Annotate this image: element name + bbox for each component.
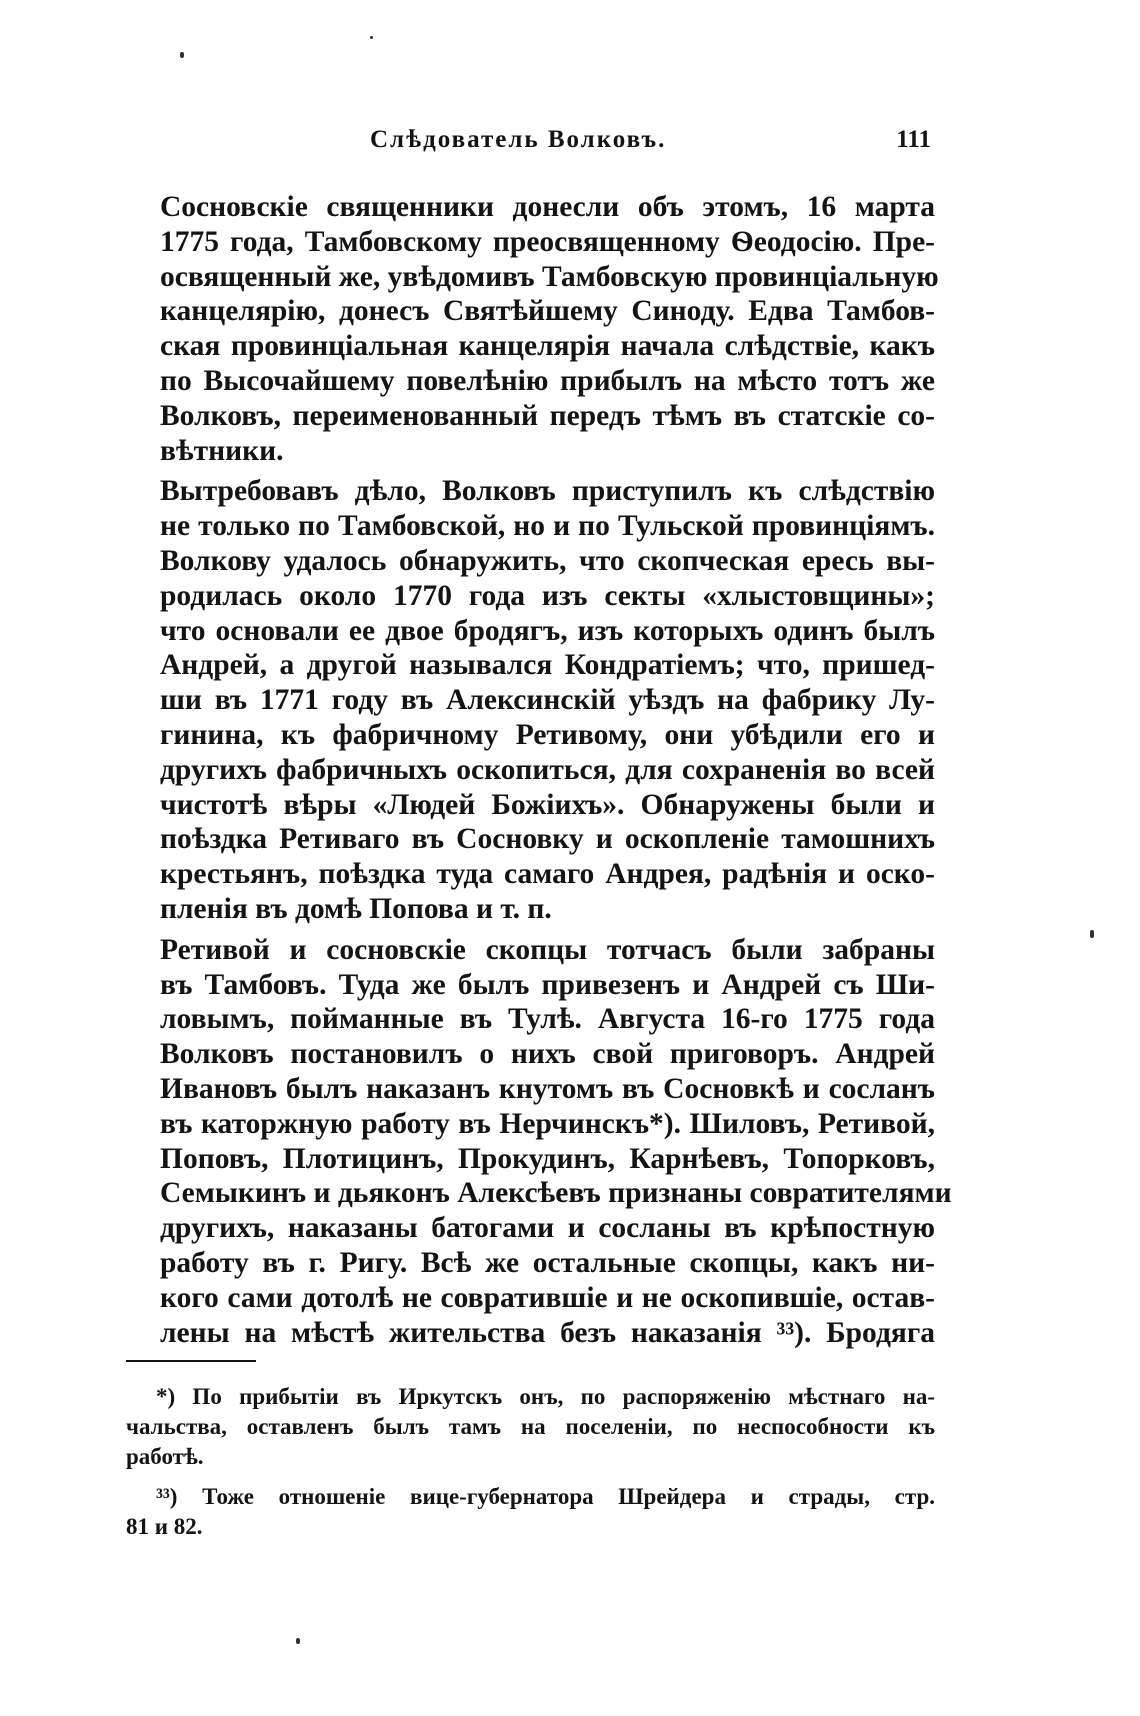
print-speck [180, 52, 184, 58]
text-line: освященный же, увѣдомивъ Тамбовскую провинціальную [160, 260, 939, 293]
print-speck [296, 1638, 300, 1644]
paragraph-2 [160, 474, 935, 926]
text-line: Ретивой и сосновскіе скопцы тотчасъ были забраны [160, 933, 935, 966]
text-line: Семыкинъ и дьяконъ Алексѣевъ признаны совратителями [160, 1177, 952, 1210]
text-line: крестьянъ, поѣздка туда самаго Андрея, радѣнія и оско- [160, 858, 935, 891]
page-number: 111 [896, 126, 931, 153]
text-line: другихъ фабричныхъ оскопиться, для сохраненія во всей [160, 753, 935, 786]
text-line: ская провинціальная канцелярія начала слѣдствіе, какъ [160, 330, 935, 363]
footnote-line: чальства, оставленъ былъ тамъ на поселеніи, по неспособности къ [126, 1414, 935, 1439]
text-line: по Высочайшему повелѣнію прибылъ на мѣсто тотъ же [160, 364, 935, 397]
text-line: лены на мѣстѣ жительства безъ наказанія ³³). Бродяга [160, 1316, 935, 1349]
text-line: въ Тамбовъ. Туда же былъ привезенъ и Андрей съ Ши- [160, 968, 935, 1001]
text-line: въ каторжную работу въ Нерчинскъ*). Шиловъ, Ретивой, [160, 1107, 935, 1140]
text-line: Волковъ, переименованный передъ тѣмъ въ статскіе со- [160, 399, 935, 432]
footnote-rule [126, 1360, 256, 1362]
running-head [160, 126, 935, 162]
footnote-line: *) По прибытіи въ Иркутскъ онъ, по распоряженію мѣстнаго на- [156, 1384, 935, 1409]
footnote-1 [126, 1382, 935, 1472]
body-text [160, 190, 952, 1356]
text-line: 1775 года, Тамбовскому преосвященному Ѳеодосію. Пре- [160, 225, 935, 258]
text-line: ловымъ, пойманные въ Тулѣ. Августа 16-го 1775 года [160, 1003, 935, 1036]
text-line: пленія въ домѣ Попова и т. п. [160, 892, 552, 925]
print-speck [370, 36, 373, 39]
text-line: гинина, къ фабричному Ретивому, они убѣдили его и [160, 718, 935, 751]
text-line: ши въ 1771 году въ Алексинскій уѣздъ на фабрику Лу- [160, 684, 935, 717]
text-line: Вытребовавъ дѣло, Волковъ приступилъ къ слѣдствію [160, 475, 935, 508]
text-line: кого сами дотолѣ не совратившіе и не оскопившіе, остав- [160, 1281, 935, 1314]
text-line: Волкову удалось обнаружить, что скопческая ересь вы- [160, 544, 935, 577]
text-line: другихъ, наказаны батогами и сосланы въ крѣпостную [160, 1212, 935, 1245]
text-line: Волковъ постановилъ о нихъ свой приговоръ. Андрей [160, 1038, 935, 1071]
text-line: работу въ г. Ригу. Всѣ же остальные скопцы, какъ ни- [160, 1246, 935, 1279]
text-line: канцелярію, донесъ Святѣйшему Синоду. Едва Тамбов- [160, 295, 935, 328]
text-line: Андрей, а другой назывался Кондратіемъ; что, пришед- [160, 649, 935, 682]
text-line: родилась около 1770 года изъ секты «хлыстовщины»; [160, 579, 935, 612]
footnote-line: работѣ. [126, 1444, 204, 1469]
running-title: Слѣдователь Волковъ. [370, 126, 667, 153]
text-line: Сосновскіе священники донесли объ этомъ, 16 марта [160, 191, 935, 223]
footnote-2 [126, 1482, 935, 1542]
text-line: Поповъ, Плотицинъ, Прокудинъ, Карнѣевъ, Топорковъ, [160, 1142, 935, 1175]
footnote-line: 81 и 82. [126, 1514, 203, 1539]
footnotes [126, 1382, 935, 1552]
text-line: вѣтники. [160, 434, 284, 467]
text-line: Ивановъ былъ наказанъ кнутомъ въ Сосновкѣ и сосланъ [160, 1072, 935, 1105]
text-line: что основали ее двое бродягъ, изъ которыхъ одинъ былъ [160, 614, 935, 647]
paragraph-3 [160, 933, 952, 1351]
paragraph-1 [160, 190, 939, 468]
text-line: поѣздка Ретиваго въ Сосновку и оскопленіе тамошнихъ [160, 823, 935, 856]
text-line: не только по Тамбовской, но и по Тульской провинціямъ. [160, 510, 935, 543]
text-line: чистотѣ вѣры «Людей Божіихъ». Обнаружены были и [160, 788, 935, 821]
print-speck [1090, 930, 1094, 938]
footnote-line: ³³) Тоже отношеніе вице-губернатора Шрейдера и страды, стр. [156, 1484, 935, 1509]
